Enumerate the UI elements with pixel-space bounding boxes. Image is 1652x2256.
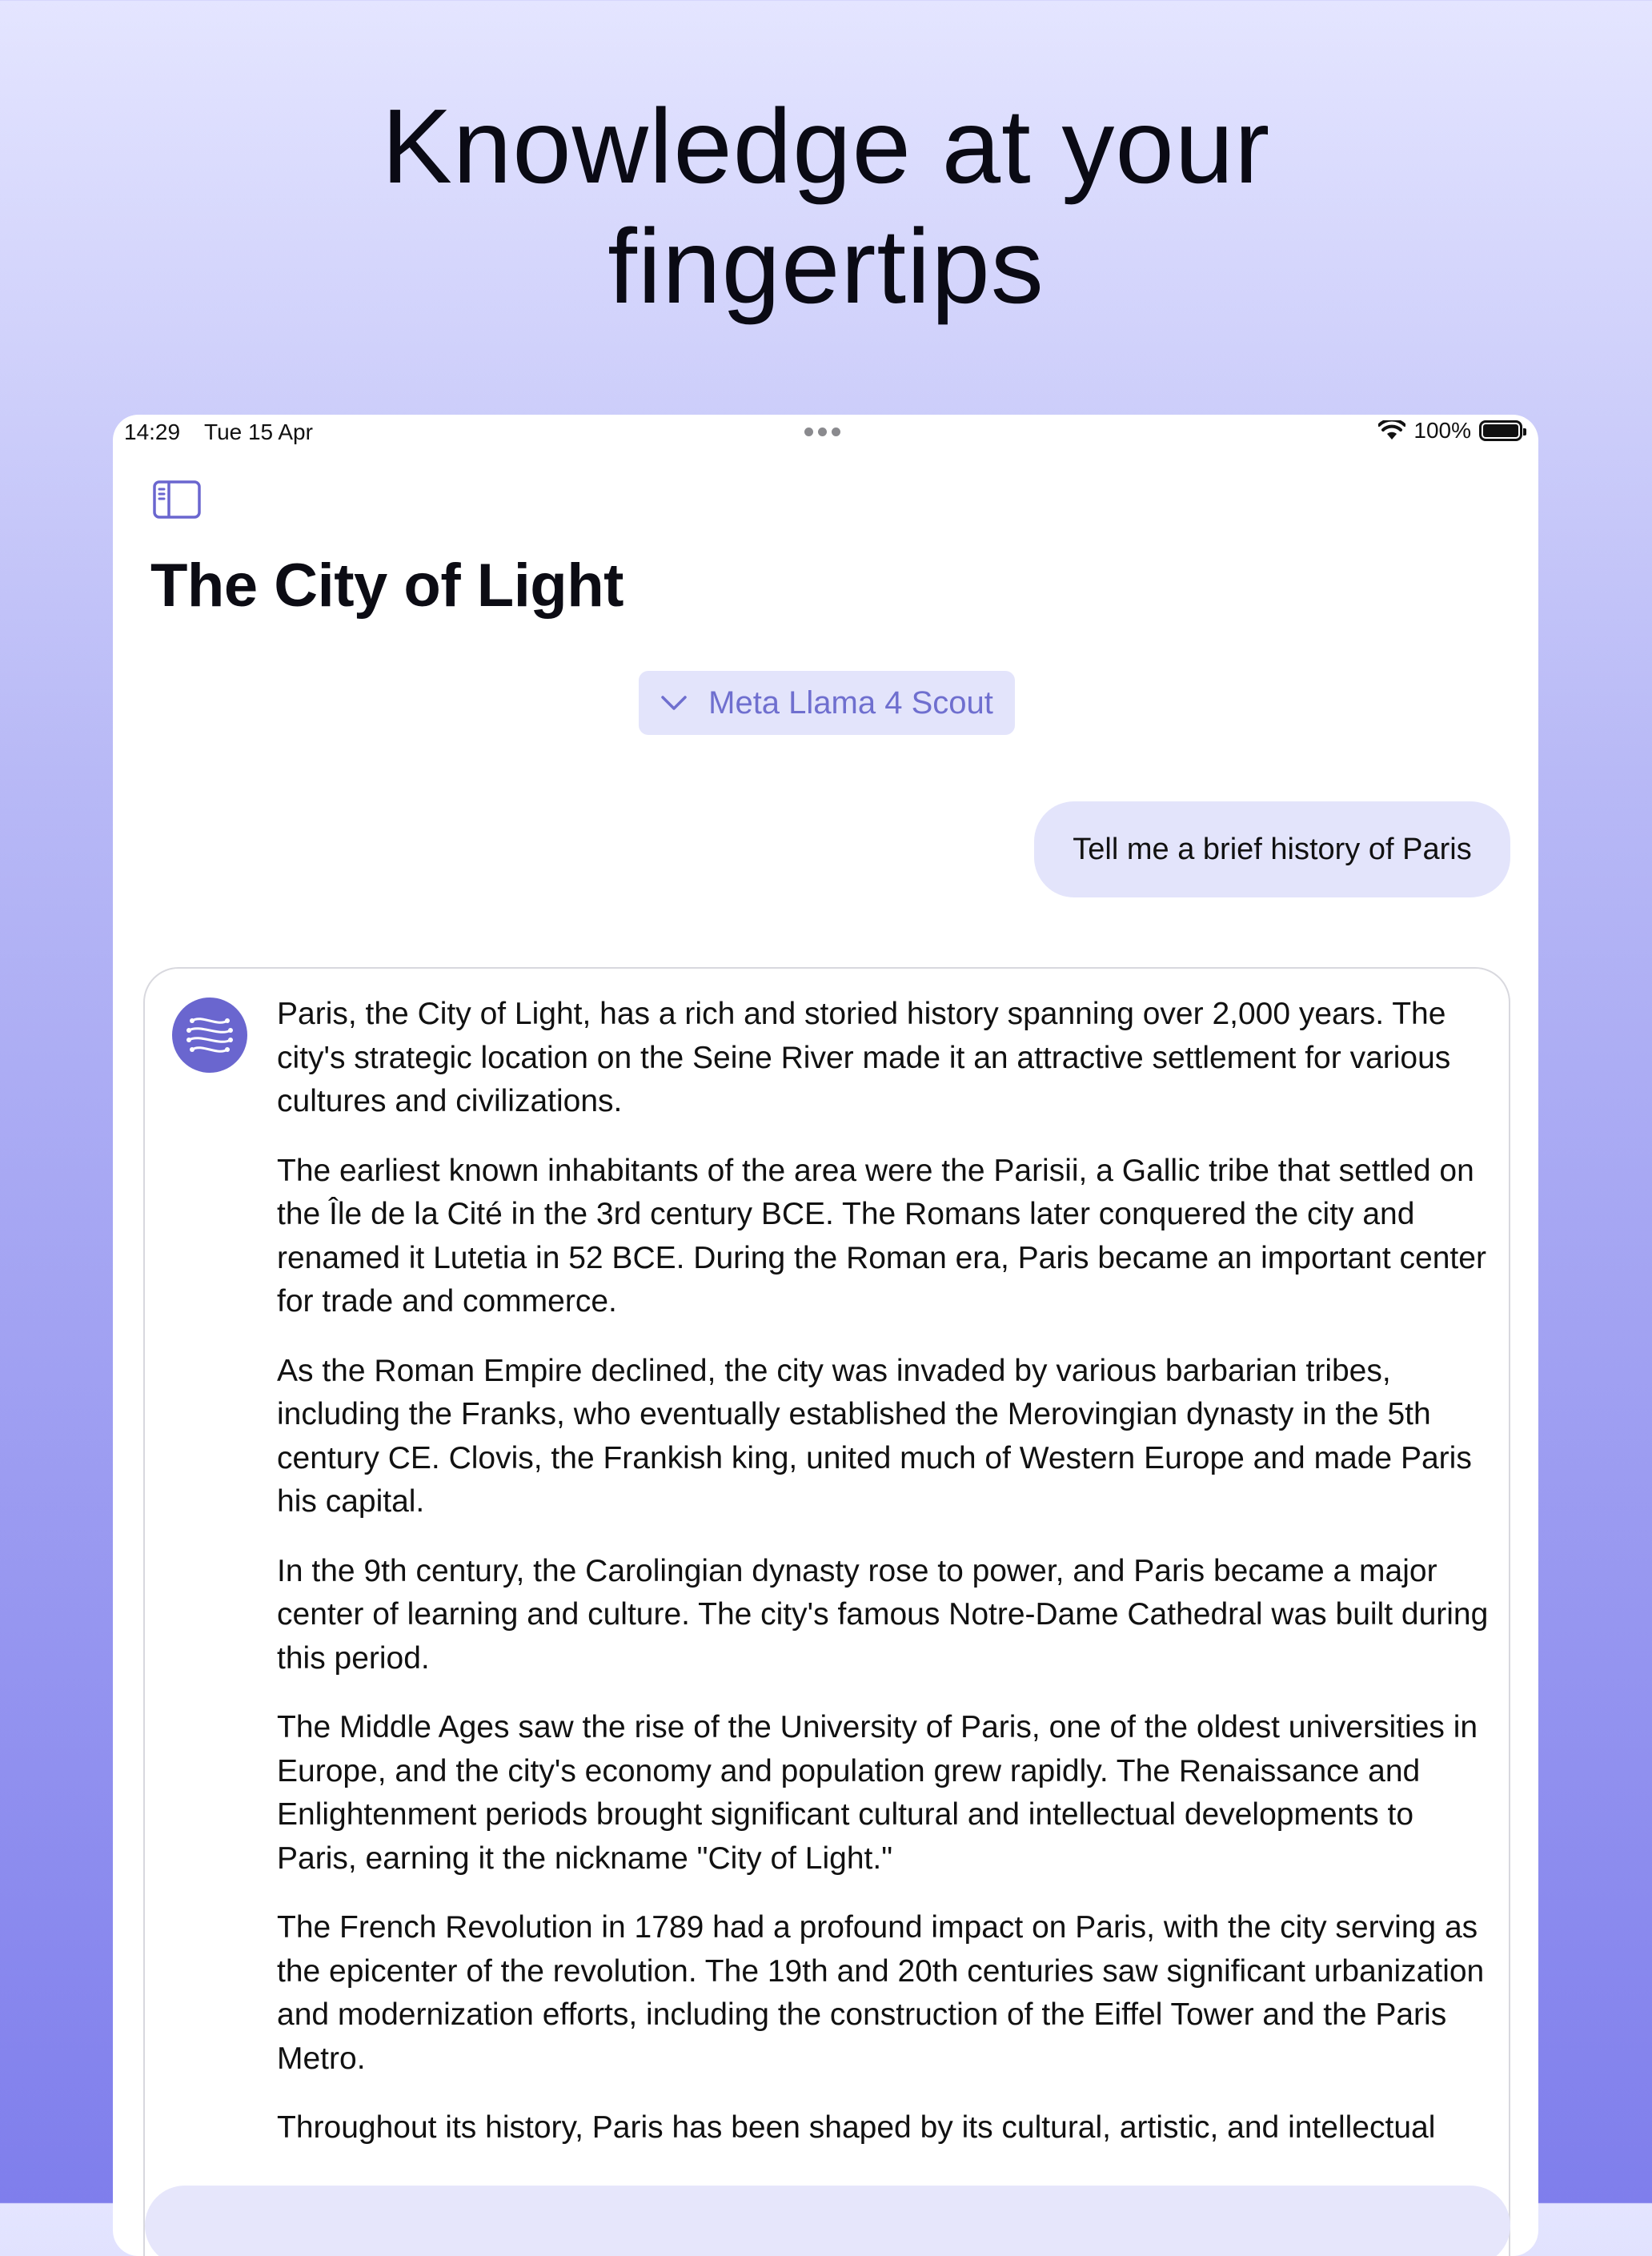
model-selector-label: Meta Llama 4 Scout [708,684,993,721]
response-paragraph: Throughout its history, Paris has been shaped by its cultural, artistic, and intellectual [277,2110,1436,2145]
response-paragraph: Paris, the City of Light, has a rich and storied history spanning over 2,000 years. The city's strategic location on the Seine River made it an attractive settlement for various cultures and civilizations. [277,997,1451,1118]
assistant-avatar [172,998,247,1073]
headline-line-1: Knowledge at your [381,87,1271,205]
ipad-screen [113,415,1538,2256]
sidebar-toggle-icon [153,480,201,519]
model-selector-button[interactable] [639,671,1015,735]
response-paragraph: The Middle Ages saw the rise of the University of Paris, one of the oldest universities in Europe, and the city's economy and population grew rapidly. The Renaissance and Enlightenment periods brought significant cultural and intellectual developments to Paris, earning it the nickname "City of Light." [277,1710,1478,1876]
battery-icon [1479,420,1522,441]
message-input-bar[interactable] [145,2186,1510,2256]
response-paragraph: In the 9th century, the Carolingian dynasty rose to power, and Paris became a major center of learning and culture. The city's famous Notre-Dame Cathedral was built during this period. [277,1553,1489,1676]
status-bar [113,415,1538,452]
response-paragraph: As the Roman Empire declined, the city was invaded by various barbarian tribes, including the Franks, who eventually established the Merovingian dynasty in the 5th century CE. Clovis, the Frankish king, united much of Western Europe and made Paris his capital. [277,1353,1472,1519]
status-indicators [1378,418,1522,444]
status-date: Tue 15 Apr [204,419,313,444]
assistant-logo-icon [186,1013,234,1058]
user-message-bubble [1034,801,1510,897]
sidebar-toggle-button[interactable] [153,480,201,519]
multitasking-handle[interactable] [804,419,840,436]
response-paragraph: The French Revolution in 1789 had a profound impact on Paris, with the city serving as the epicenter of the revolution. The 19th and 20th centuries saw significant urbanization and modernization efforts, including the construction of the Eiffel Tower and the Paris Metro. [277,1910,1485,2076]
chevron-down-icon [660,694,688,712]
chat-title: The City of Light [150,552,624,620]
user-message-text: Tell me a brief history of Paris [1073,832,1472,866]
battery-percentage: 100% [1413,418,1471,443]
status-time: 14:29 [124,419,181,444]
wifi-icon [1378,420,1405,441]
headline-line-2: fingertips [607,207,1045,325]
assistant-response-text [277,993,1494,2256]
marketing-headline [0,86,1652,327]
response-paragraph: The earliest known inhabitants of the area were the Parisii, a Gallic tribe that settled on the Île de la Cité in the 3rd century BCE. The Romans later conquered the city and renamed it Lutetia in 52 BCE. During the Roman era, Paris became an important center for trade and commerce. [277,1153,1486,1319]
